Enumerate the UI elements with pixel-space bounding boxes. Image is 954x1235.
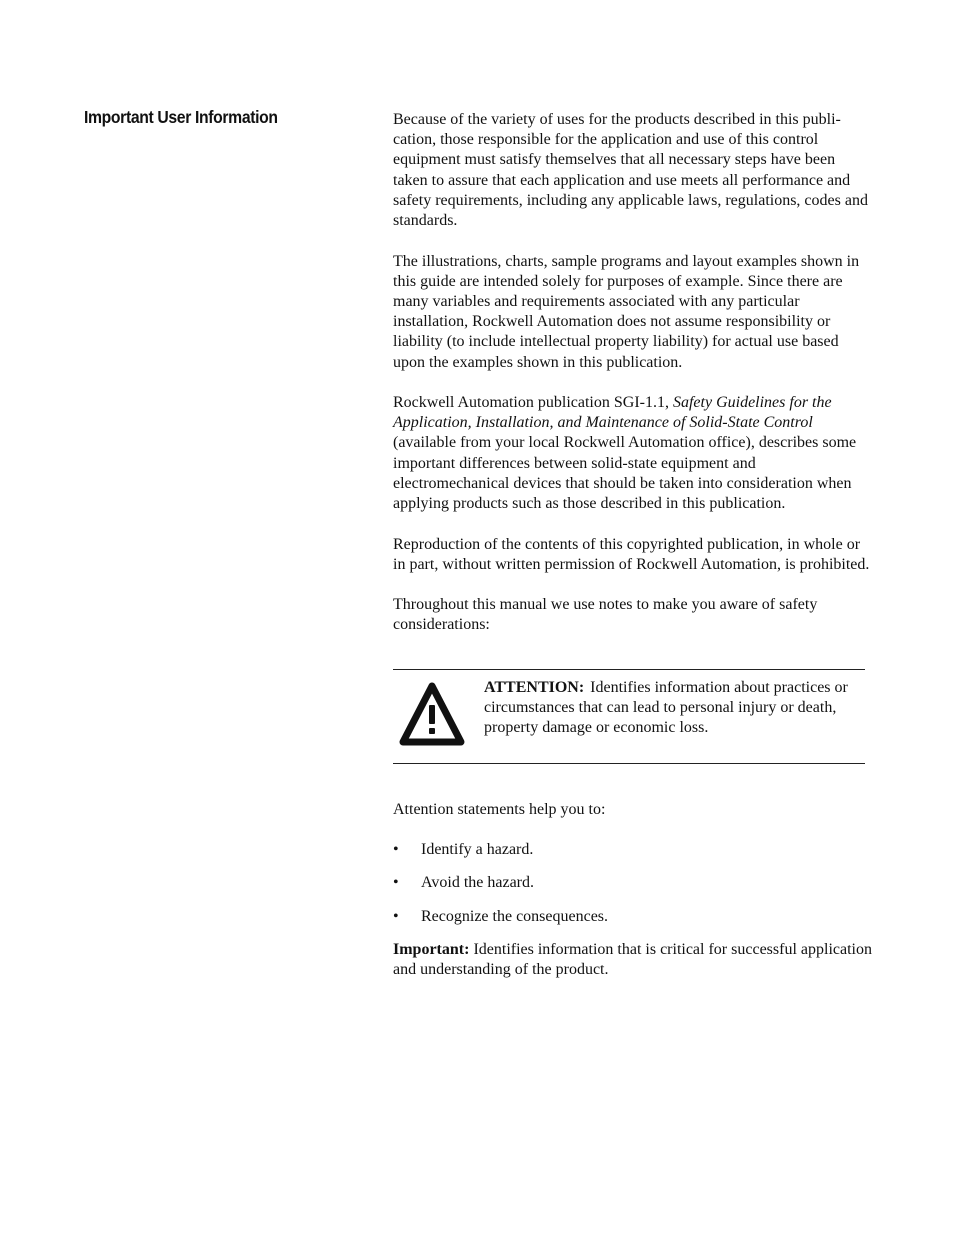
list-item — [393, 873, 873, 893]
attention-intro: Attention statements help you to: — [393, 800, 606, 818]
attention-list — [393, 840, 873, 927]
list-item-text: Avoid the hazard. — [421, 874, 534, 892]
paragraph-variety-of-uses: Because of the variety of uses for the products described in this publi-cation, those responsible for the application and use of this control equipment must satisfy themselves that all necessary steps have been taken to assure that each application and use meets all performance and safety requirements, including any applicable laws, regulations, codes and standards. — [393, 111, 868, 230]
paragraph-safety-notes: Throughout this manual we use notes to make you aware of safety considerations: — [393, 596, 818, 634]
bullet-marker: • — [393, 874, 399, 892]
important-label: Important: — [393, 940, 470, 958]
publication-title: Safety Guidelines for the Application, Installation, and Maintenance of Solid-State Control — [393, 394, 832, 432]
bullet-marker: • — [393, 907, 399, 925]
list-item-text: Recognize the consequences. — [421, 907, 609, 925]
main-content — [393, 110, 873, 1000]
paragraph-illustrations: The illustrations, charts, sample programs and layout examples shown in this guide are intended solely for purposes of example. Since there are many variables and requirements associated with any particular installation, Rockwell Automation does not assume responsibility or liability (to include intellectual property liability) for actual use based upon the examples shown in this publication. — [393, 252, 860, 371]
list-item — [393, 907, 873, 927]
publication-text-before: Rockwell Automation publication SGI-1.1, — [393, 394, 673, 412]
attention-label: ATTENTION: — [484, 678, 585, 696]
publication-text-after: (available from your local Rockwell Automation office), describes some important differences between solid-state equipment and electromechanical devices that should be taken into consideration when applying products such as those described in this publication. — [393, 434, 857, 513]
bullet-marker: • — [393, 841, 399, 859]
important-text: Identifies information that is critical for successful application and understanding of the product. — [393, 940, 872, 978]
attention-description: Identifies information about practices or circumstances that can lead to personal injury or death, property damage or economic loss. — [484, 678, 848, 737]
section-heading: Important User Information — [84, 107, 278, 127]
warning-triangle-icon — [393, 678, 484, 750]
list-item — [393, 840, 873, 860]
paragraph-reproduction: Reproduction of the contents of this copyrighted publication, in whole or in part, without written permission of Rockwell Automation, is prohibited. — [393, 535, 870, 573]
attention-text — [484, 678, 865, 739]
list-item-text: Identify a hazard. — [421, 841, 534, 859]
important-note — [393, 940, 873, 980]
attention-box — [393, 669, 865, 764]
paragraph-publication-reference — [393, 393, 873, 514]
